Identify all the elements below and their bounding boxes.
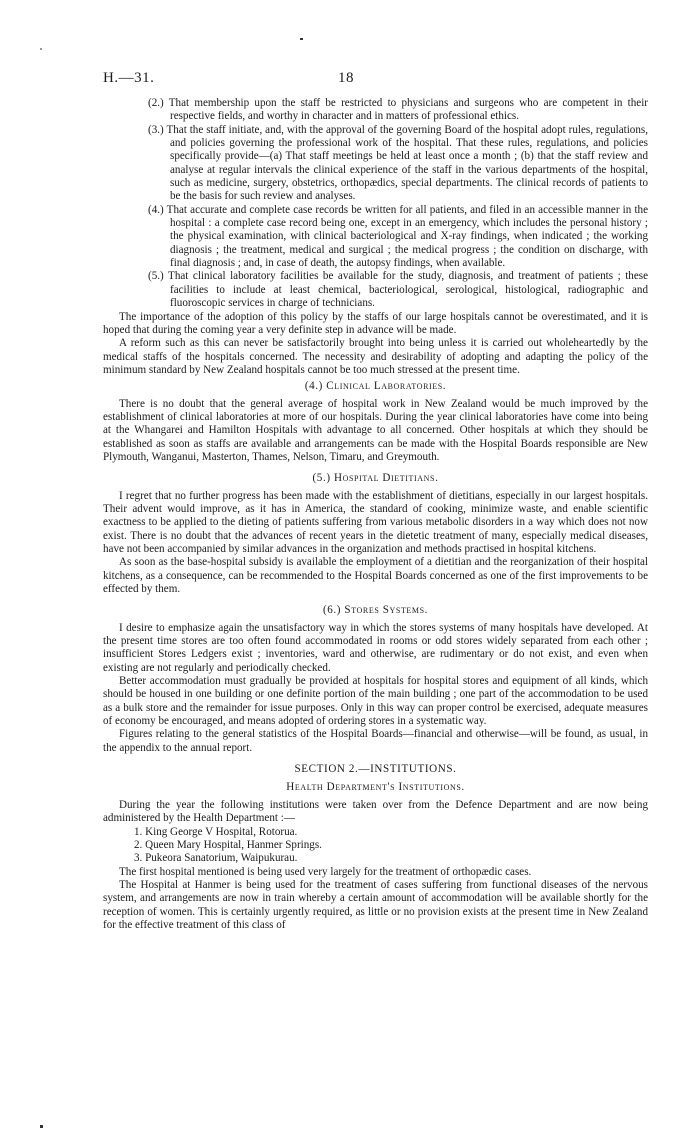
paragraph: I regret that no further progress has been made with the establishment of dietitians, especially in our largest hospitals. Their advent would improve, as it has in America, the standard of cooking, minimize waste, and enable scientific exactness to be applied to the dieting of patients suffering from various metabolic disorders in a way which does not now exist. There is no doubt that the advances of recent years in the dietetic treatment of many, especially medical diseases, have not been accompanied by similar advances in the organization and methods practised in hospital kitchens. — [103, 489, 648, 555]
report-reference: H.—31. — [103, 70, 155, 86]
scan-speck-left — [40, 48, 42, 50]
page-number: 18 — [338, 70, 354, 86]
clause-number: (5.) — [148, 270, 164, 283]
heading-hospital-dietitians: (5.) Hospital Dietitians. — [312, 472, 439, 485]
list-item: 3. Pukeora Sanatorium, Waipukurau. — [134, 852, 298, 865]
paragraph: The Hospital at Hanmer is being used for the treatment of cases suffering from functional diseases of the nervous system, and arrangements are now in train whereby a certain amount of accommodation will be available shortly for the reception of women. This is certainly urgently required, as little or no provision exists at the present time in New Zealand for the effective treatment of this class of — [103, 878, 648, 931]
document-body — [103, 97, 648, 932]
heading-clinical-laboratories: (4.) Clinical Laboratories. — [304, 380, 447, 393]
clause-number: (2.) — [148, 97, 164, 109]
clause-text: That clinical laboratory facilities be available for the study, diagnosis, and treatment of patients ; these facilities to include at least chemical, bacteriological, serological, histological, radiographic and fluoroscopic services in charge of technicians. — [168, 270, 648, 310]
list-item: 2. Queen Mary Hospital, Hanmer Springs. — [134, 838, 322, 851]
scan-speck-bottom — [40, 1125, 43, 1128]
list-item: 1. King George V Hospital, Rotorua. — [134, 825, 298, 838]
subheading-health-department-institutions: Health Department's Institutions. — [286, 780, 465, 793]
paragraph: The first hospital mentioned is being used very largely for the treatment of orthopædic cases. — [119, 865, 532, 878]
clause-item — [103, 97, 648, 124]
clause-number: (4.) — [148, 203, 164, 216]
clause-text: That membership upon the staff be restricted to physicians and surgeons who are competent in their respective fields, and worthy in character and in matters of professional ethics. — [168, 97, 648, 123]
clause-text: That accurate and complete case records be written for all patients, and filed in an accessible manner in the hospital : a complete case record being one, except in an emergency, which includes the personal history ; the physical examination, with clinical bacteriological and X-ray findings, when indicated ; the working diagnosis ; the treatment, medical and surgical ; the medical progress ; the condition on discharge, with final diagnosis ; and, in case of death, the autopsy findings, when available. — [166, 203, 648, 270]
clause-item — [103, 124, 648, 204]
paragraph: As soon as the base-hospital subsidy is available the employment of a dietitian and the reorganization of their hospital kitchens, as a consequence, can be recommended to the Hospital Boards concerned as one of the first improvements to be effected by them. — [103, 556, 648, 596]
paragraph: There is no doubt that the general average of hospital work in New Zealand would be much improved by the establishment of clinical laboratories at more of our hospitals. During the year clinical laboratories have come into being at the Whangarei and Hamilton Hospitals with advantage to all concerned. Other hospitals at which they should be established as soon as staffs are available and arrangements can be made with the Hospital Boards responsible are New Plymouth, Wanganui, Masterton, Thames, Nelson, Timaru, and Greymouth. — [103, 397, 648, 463]
paragraph: During the year the following institutions were taken over from the Defence Department and are now being administered by the Health Department :— — [103, 798, 648, 825]
heading-stores-systems: (6.) Stores Systems. — [322, 604, 429, 617]
paragraph: Figures relating to the general statistics of the Hospital Boards—financial and otherwise—will be found, as usual, in the appendix to the annual report. — [103, 728, 648, 754]
scan-speck-top — [300, 38, 303, 40]
paragraph: Better accommodation must gradually be provided at hospitals for hospital stores and equipment of all kinds, which should be housed in one building or one definite portion of the main building ; one part of the accommodation to be used as a bulk store and the remainder for issue purposes. Only in this way can proper control be exercised, adequate measures of economy be encouraged, and means adopted of ordering stores in a systematic way. — [103, 675, 648, 728]
section-heading-institutions: SECTION 2.—INSTITUTIONS. — [294, 763, 457, 776]
paragraph: The importance of the adoption of this policy by the staffs of our large hospitals cannot be overestimated, and it is hoped that during the coming year a very definite step in advance will be made. — [103, 310, 648, 336]
clause-text: That the staff initiate, and, with the approval of the governing Board of the hospital adopt rules, regulations, and policies governing the professional work of the hospital. That these rules, regulations, and policies specifically provide—(a) That staff meetings be held at least once a month ; (b) that the staff review and analyse at regular intervals the clinical experience of the staff in the various departments of the hospital, such as medicine, surgery, obstetrics, orthopædics, special departments. The clinical records of patients to be the basis for such review and analyses. — [166, 123, 648, 203]
clause-item — [103, 204, 648, 271]
paragraph: A reform such as this can never be satisfactorily brought into being unless it is carried out wholeheartedly by the medical staffs of the hospitals concerned. The necessity and desirability of adopting and adapting the policy of the minimum standard by New Zealand hospitals cannot be too much stressed at the present time. — [103, 337, 648, 376]
clause-number: (3.) — [148, 123, 164, 136]
clause-item — [103, 270, 648, 310]
paragraph: I desire to emphasize again the unsatisfactory way in which the stores systems of many hospitals have developed. At the present time stores are too often found accommodated in rooms or odd stores widely separated from each other ; insufficient Stores Ledgers exist ; inventories, ward and otherwise, are rudimentary or do not exist, and even when existing are not regularly and periodically checked. — [103, 621, 648, 674]
